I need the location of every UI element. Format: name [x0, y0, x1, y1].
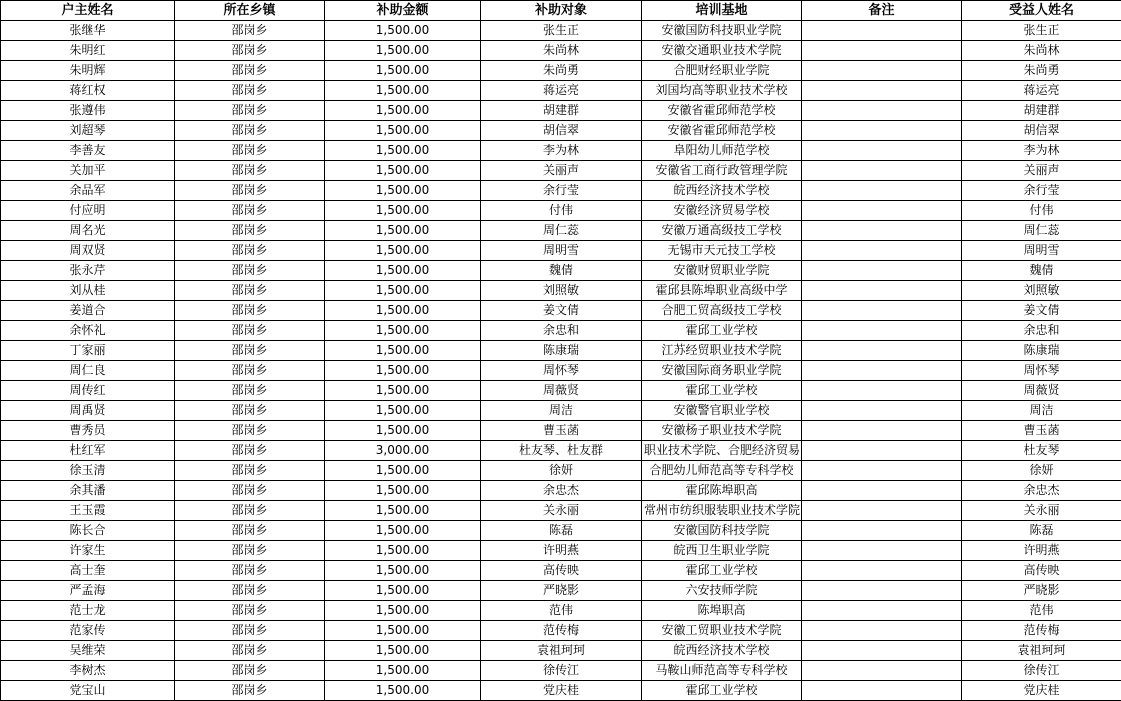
col-header-training-base[interactable]: 培训基地	[642, 1, 802, 21]
table-row	[1, 61, 1121, 81]
remarks-cell[interactable]	[802, 61, 962, 81]
township-cell[interactable]: 邵岗乡	[175, 501, 325, 521]
amount-cell[interactable]: 1,500.00	[325, 21, 481, 41]
remarks-cell[interactable]	[802, 661, 962, 681]
table-row	[1, 321, 1121, 341]
township-cell[interactable]: 邵岗乡	[175, 121, 325, 141]
recipient-cell[interactable]: 朱尚林	[481, 41, 642, 61]
amount-cell[interactable]: 1,500.00	[325, 641, 481, 661]
table-row	[1, 601, 1121, 621]
amount-cell[interactable]: 1,500.00	[325, 501, 481, 521]
remarks-cell[interactable]	[802, 601, 962, 621]
table-row	[1, 21, 1121, 41]
township-cell[interactable]: 邵岗乡	[175, 281, 325, 301]
township-cell[interactable]: 邵岗乡	[175, 481, 325, 501]
amount-cell[interactable]: 1,500.00	[325, 241, 481, 261]
training-base-cell[interactable]: 阜阳幼儿师范学校	[642, 141, 802, 161]
amount-cell[interactable]: 1,500.00	[325, 401, 481, 421]
beneficiary-cell[interactable]: 魏倩	[962, 261, 1121, 281]
remarks-cell[interactable]	[802, 341, 962, 361]
col-header-beneficiary[interactable]: 受益人姓名	[962, 1, 1121, 21]
beneficiary-cell[interactable]: 关丽声	[962, 161, 1121, 181]
beneficiary-cell[interactable]: 严晓影	[962, 581, 1121, 601]
remarks-cell[interactable]	[802, 301, 962, 321]
township-cell[interactable]: 邵岗乡	[175, 641, 325, 661]
recipient-cell[interactable]: 陈磊	[481, 521, 642, 541]
table-row	[1, 121, 1121, 141]
recipient-cell[interactable]: 蒋运亮	[481, 81, 642, 101]
col-header-township[interactable]: 所在乡镇	[175, 1, 325, 21]
remarks-cell[interactable]	[802, 521, 962, 541]
recipient-cell[interactable]: 余行莹	[481, 181, 642, 201]
household-name-cell[interactable]: 张遵伟	[1, 101, 175, 121]
remarks-cell[interactable]	[802, 221, 962, 241]
amount-cell[interactable]: 1,500.00	[325, 461, 481, 481]
beneficiary-cell[interactable]: 余忠和	[962, 321, 1121, 341]
township-cell[interactable]: 邵岗乡	[175, 541, 325, 561]
training-base-cell[interactable]: 安徽杨子职业技术学院	[642, 421, 802, 441]
beneficiary-cell[interactable]: 胡信翠	[962, 121, 1121, 141]
table-row	[1, 301, 1121, 321]
household-name-cell[interactable]: 周禹贤	[1, 401, 175, 421]
amount-cell[interactable]: 1,500.00	[325, 141, 481, 161]
township-cell[interactable]: 邵岗乡	[175, 521, 325, 541]
training-base-cell[interactable]: 安徽国防科技职业学院	[642, 21, 802, 41]
recipient-cell[interactable]: 付伟	[481, 201, 642, 221]
training-base-cell[interactable]: 霍邱工业学校	[642, 561, 802, 581]
recipient-cell[interactable]: 周明雪	[481, 241, 642, 261]
table-row	[1, 41, 1121, 61]
beneficiary-cell[interactable]: 曹玉菡	[962, 421, 1121, 441]
household-name-cell[interactable]: 周传红	[1, 381, 175, 401]
training-base-cell[interactable]: 安徽省霍邱师范学校	[642, 101, 802, 121]
beneficiary-cell[interactable]: 刘照敏	[962, 281, 1121, 301]
table-row	[1, 501, 1121, 521]
table-row	[1, 421, 1121, 441]
amount-cell[interactable]: 1,500.00	[325, 201, 481, 221]
col-header-amount[interactable]: 补助金额	[325, 1, 481, 21]
training-base-cell[interactable]: 常州市纺织服装职业技术学院	[642, 501, 802, 521]
beneficiary-cell[interactable]: 许明燕	[962, 541, 1121, 561]
amount-cell[interactable]: 1,500.00	[325, 381, 481, 401]
household-name-cell[interactable]: 丁家丽	[1, 341, 175, 361]
training-base-cell[interactable]: 霍邱工业学校	[642, 381, 802, 401]
training-base-cell[interactable]: 安徽万通高级技工学校	[642, 221, 802, 241]
table-row	[1, 161, 1121, 181]
amount-cell[interactable]: 1,500.00	[325, 301, 481, 321]
household-name-cell[interactable]: 陈长合	[1, 521, 175, 541]
recipient-cell[interactable]: 杜友琴、杜友群	[481, 441, 642, 461]
beneficiary-cell[interactable]: 周薇贤	[962, 381, 1121, 401]
beneficiary-cell[interactable]: 徐传江	[962, 661, 1121, 681]
training-base-cell[interactable]: 霍邱工业学校	[642, 681, 802, 701]
remarks-cell[interactable]	[802, 541, 962, 561]
remarks-cell[interactable]	[802, 321, 962, 341]
household-name-cell[interactable]: 李树杰	[1, 661, 175, 681]
beneficiary-cell[interactable]: 李为林	[962, 141, 1121, 161]
training-base-cell[interactable]: 安徽省霍邱师范学校	[642, 121, 802, 141]
beneficiary-cell[interactable]: 朱尚林	[962, 41, 1121, 61]
township-cell[interactable]: 邵岗乡	[175, 581, 325, 601]
township-cell[interactable]: 邵岗乡	[175, 41, 325, 61]
household-name-cell[interactable]: 吴维荣	[1, 641, 175, 661]
beneficiary-cell[interactable]: 杜友琴	[962, 441, 1121, 461]
township-cell[interactable]: 邵岗乡	[175, 301, 325, 321]
recipient-cell[interactable]: 袁祖珂珂	[481, 641, 642, 661]
beneficiary-cell[interactable]: 张生正	[962, 21, 1121, 41]
household-name-cell[interactable]: 刘从桂	[1, 281, 175, 301]
training-base-cell[interactable]: 安徽国防科技学院	[642, 521, 802, 541]
remarks-cell[interactable]	[802, 621, 962, 641]
household-name-cell[interactable]: 杜红军	[1, 441, 175, 461]
beneficiary-cell[interactable]: 余忠杰	[962, 481, 1121, 501]
beneficiary-cell[interactable]: 胡建群	[962, 101, 1121, 121]
table-row	[1, 441, 1121, 461]
amount-cell[interactable]: 1,500.00	[325, 61, 481, 81]
header-row	[1, 1, 1121, 21]
household-name-cell[interactable]: 付应明	[1, 201, 175, 221]
amount-cell[interactable]: 1,500.00	[325, 661, 481, 681]
township-cell[interactable]: 邵岗乡	[175, 601, 325, 621]
township-cell[interactable]: 邵岗乡	[175, 21, 325, 41]
training-base-cell[interactable]: 霍邱陈埠职高	[642, 481, 802, 501]
beneficiary-cell[interactable]: 姜文倩	[962, 301, 1121, 321]
amount-cell[interactable]: 1,500.00	[325, 581, 481, 601]
remarks-cell[interactable]	[802, 81, 962, 101]
recipient-cell[interactable]: 范伟	[481, 601, 642, 621]
training-base-cell[interactable]: 安徽经济贸易学校	[642, 201, 802, 221]
remarks-cell[interactable]	[802, 461, 962, 481]
amount-cell[interactable]: 1,500.00	[325, 321, 481, 341]
training-base-cell[interactable]: 安徽工贸职业技术学院	[642, 621, 802, 641]
amount-cell[interactable]: 1,500.00	[325, 81, 481, 101]
recipient-cell[interactable]: 周薇贤	[481, 381, 642, 401]
recipient-cell[interactable]: 余忠和	[481, 321, 642, 341]
township-cell[interactable]: 邵岗乡	[175, 401, 325, 421]
table-row	[1, 201, 1121, 221]
household-name-cell[interactable]: 朱明红	[1, 41, 175, 61]
beneficiary-cell[interactable]: 党庆桂	[962, 681, 1121, 701]
recipient-cell[interactable]: 关永丽	[481, 501, 642, 521]
remarks-cell[interactable]	[802, 401, 962, 421]
household-name-cell[interactable]: 姜道合	[1, 301, 175, 321]
col-header-recipient[interactable]: 补助对象	[481, 1, 642, 21]
amount-cell[interactable]: 1,500.00	[325, 341, 481, 361]
training-base-cell[interactable]: 皖西经济技术学校	[642, 641, 802, 661]
recipient-cell[interactable]: 周洁	[481, 401, 642, 421]
township-cell[interactable]: 邵岗乡	[175, 161, 325, 181]
table-row	[1, 181, 1121, 201]
township-cell[interactable]: 邵岗乡	[175, 441, 325, 461]
recipient-cell[interactable]: 徐妍	[481, 461, 642, 481]
household-name-cell[interactable]: 徐玉清	[1, 461, 175, 481]
household-name-cell[interactable]: 曹秀员	[1, 421, 175, 441]
household-name-cell[interactable]: 王玉霞	[1, 501, 175, 521]
household-name-cell[interactable]: 关加平	[1, 161, 175, 181]
table-row	[1, 561, 1121, 581]
recipient-cell[interactable]: 胡建群	[481, 101, 642, 121]
township-cell[interactable]: 邵岗乡	[175, 81, 325, 101]
household-name-cell[interactable]: 张永芹	[1, 261, 175, 281]
township-cell[interactable]: 邵岗乡	[175, 261, 325, 281]
amount-cell[interactable]: 1,500.00	[325, 561, 481, 581]
training-base-cell[interactable]: 皖西经济技术学校	[642, 181, 802, 201]
household-name-cell[interactable]: 高士奎	[1, 561, 175, 581]
township-cell[interactable]: 邵岗乡	[175, 681, 325, 701]
township-cell[interactable]: 邵岗乡	[175, 321, 325, 341]
amount-cell[interactable]: 1,500.00	[325, 601, 481, 621]
remarks-cell[interactable]	[802, 141, 962, 161]
recipient-cell[interactable]: 姜文倩	[481, 301, 642, 321]
remarks-cell[interactable]	[802, 241, 962, 261]
table-row	[1, 141, 1121, 161]
training-base-cell[interactable]: 无锡市天元技工学校	[642, 241, 802, 261]
table-row	[1, 281, 1121, 301]
training-base-cell[interactable]: 合肥工贸高级技工学校	[642, 301, 802, 321]
table-row	[1, 461, 1121, 481]
household-name-cell[interactable]: 刘超琴	[1, 121, 175, 141]
amount-cell[interactable]: 1,500.00	[325, 481, 481, 501]
remarks-cell[interactable]	[802, 101, 962, 121]
recipient-cell[interactable]: 徐传江	[481, 661, 642, 681]
remarks-cell[interactable]	[802, 421, 962, 441]
household-name-cell[interactable]: 李善友	[1, 141, 175, 161]
recipient-cell[interactable]: 党庆桂	[481, 681, 642, 701]
amount-cell[interactable]: 1,500.00	[325, 361, 481, 381]
training-base-cell[interactable]: 霍邱县陈埠职业高级中学	[642, 281, 802, 301]
amount-cell[interactable]: 1,500.00	[325, 621, 481, 641]
table-row	[1, 541, 1121, 561]
table-row	[1, 381, 1121, 401]
township-cell[interactable]: 邵岗乡	[175, 101, 325, 121]
remarks-cell[interactable]	[802, 441, 962, 461]
training-base-cell[interactable]: 江苏经贸职业技术学院	[642, 341, 802, 361]
beneficiary-cell[interactable]: 余行莹	[962, 181, 1121, 201]
training-base-cell[interactable]: 陈埠职高	[642, 601, 802, 621]
township-cell[interactable]: 邵岗乡	[175, 621, 325, 641]
training-base-cell[interactable]: 霍邱工业学校	[642, 321, 802, 341]
remarks-cell[interactable]	[802, 501, 962, 521]
remarks-cell[interactable]	[802, 161, 962, 181]
recipient-cell[interactable]: 胡信翠	[481, 121, 642, 141]
remarks-cell[interactable]	[802, 121, 962, 141]
table-row	[1, 681, 1121, 701]
recipient-cell[interactable]: 高传映	[481, 561, 642, 581]
recipient-cell[interactable]: 李为林	[481, 141, 642, 161]
beneficiary-cell[interactable]: 陈康瑞	[962, 341, 1121, 361]
beneficiary-cell[interactable]: 范传梅	[962, 621, 1121, 641]
amount-cell[interactable]: 1,500.00	[325, 101, 481, 121]
beneficiary-cell[interactable]: 周明雪	[962, 241, 1121, 261]
col-header-remarks[interactable]: 备注	[802, 1, 962, 21]
training-base-cell[interactable]: 安徽财贸职业学院	[642, 261, 802, 281]
training-base-cell[interactable]: 皖西卫生职业学院	[642, 541, 802, 561]
township-cell[interactable]: 邵岗乡	[175, 421, 325, 441]
recipient-cell[interactable]: 周仁蕊	[481, 221, 642, 241]
township-cell[interactable]: 邵岗乡	[175, 61, 325, 81]
amount-cell[interactable]: 1,500.00	[325, 261, 481, 281]
training-base-cell[interactable]: 刘国均高等职业技术学校	[642, 81, 802, 101]
amount-cell[interactable]: 1,500.00	[325, 221, 481, 241]
training-base-cell[interactable]: 六安技师学院	[642, 581, 802, 601]
township-cell[interactable]: 邵岗乡	[175, 181, 325, 201]
household-name-cell[interactable]: 余品军	[1, 181, 175, 201]
household-name-cell[interactable]: 周双贤	[1, 241, 175, 261]
remarks-cell[interactable]	[802, 261, 962, 281]
beneficiary-cell[interactable]: 陈磊	[962, 521, 1121, 541]
table-row	[1, 101, 1121, 121]
table-row	[1, 401, 1121, 421]
township-cell[interactable]: 邵岗乡	[175, 341, 325, 361]
recipient-cell[interactable]: 周怀琴	[481, 361, 642, 381]
household-name-cell[interactable]: 张继华	[1, 21, 175, 41]
township-cell[interactable]: 邵岗乡	[175, 201, 325, 221]
amount-cell[interactable]: 1,500.00	[325, 281, 481, 301]
remarks-cell[interactable]	[802, 41, 962, 61]
remarks-cell[interactable]	[802, 581, 962, 601]
township-cell[interactable]: 邵岗乡	[175, 661, 325, 681]
amount-cell[interactable]: 1,500.00	[325, 521, 481, 541]
township-cell[interactable]: 邵岗乡	[175, 361, 325, 381]
table-row	[1, 261, 1121, 281]
table-row	[1, 241, 1121, 261]
township-cell[interactable]: 邵岗乡	[175, 381, 325, 401]
recipient-cell[interactable]: 曹玉菡	[481, 421, 642, 441]
township-cell[interactable]: 邵岗乡	[175, 241, 325, 261]
remarks-cell[interactable]	[802, 21, 962, 41]
household-name-cell[interactable]: 朱明辉	[1, 61, 175, 81]
table-row	[1, 221, 1121, 241]
township-cell[interactable]: 邵岗乡	[175, 561, 325, 581]
household-name-cell[interactable]: 余其潘	[1, 481, 175, 501]
household-name-cell[interactable]: 范家传	[1, 621, 175, 641]
remarks-cell[interactable]	[802, 201, 962, 221]
recipient-cell[interactable]: 陈康瑞	[481, 341, 642, 361]
beneficiary-cell[interactable]: 朱尚勇	[962, 61, 1121, 81]
beneficiary-cell[interactable]: 周仁蕊	[962, 221, 1121, 241]
amount-cell[interactable]: 3,000.00	[325, 441, 481, 461]
amount-cell[interactable]: 1,500.00	[325, 161, 481, 181]
training-base-cell[interactable]: 安徽警官职业学校	[642, 401, 802, 421]
remarks-cell[interactable]	[802, 361, 962, 381]
beneficiary-cell[interactable]: 蒋运亮	[962, 81, 1121, 101]
table-row	[1, 341, 1121, 361]
township-cell[interactable]: 邵岗乡	[175, 461, 325, 481]
recipient-cell[interactable]: 严晓影	[481, 581, 642, 601]
household-name-cell[interactable]: 余怀礼	[1, 321, 175, 341]
table-row	[1, 81, 1121, 101]
household-name-cell[interactable]: 许家生	[1, 541, 175, 561]
training-base-cell[interactable]: 马鞍山师范高等专科学校	[642, 661, 802, 681]
recipient-cell[interactable]: 余忠杰	[481, 481, 642, 501]
household-name-cell[interactable]: 党宝山	[1, 681, 175, 701]
recipient-cell[interactable]: 刘照敏	[481, 281, 642, 301]
col-header-household-name[interactable]: 户主姓名	[1, 1, 175, 21]
remarks-cell[interactable]	[802, 181, 962, 201]
table-row	[1, 481, 1121, 501]
amount-cell[interactable]: 1,500.00	[325, 681, 481, 701]
recipient-cell[interactable]: 关丽声	[481, 161, 642, 181]
beneficiary-cell[interactable]: 关永丽	[962, 501, 1121, 521]
beneficiary-cell[interactable]: 范伟	[962, 601, 1121, 621]
recipient-cell[interactable]: 范传梅	[481, 621, 642, 641]
table-body	[1, 21, 1121, 701]
recipient-cell[interactable]: 魏倩	[481, 261, 642, 281]
table-row	[1, 661, 1121, 681]
table-row	[1, 621, 1121, 641]
remarks-cell[interactable]	[802, 481, 962, 501]
beneficiary-cell[interactable]: 周洁	[962, 401, 1121, 421]
township-cell[interactable]: 邵岗乡	[175, 141, 325, 161]
household-name-cell[interactable]: 周仁良	[1, 361, 175, 381]
amount-cell[interactable]: 1,500.00	[325, 421, 481, 441]
table-row	[1, 581, 1121, 601]
household-name-cell[interactable]: 周名光	[1, 221, 175, 241]
remarks-cell[interactable]	[802, 281, 962, 301]
amount-cell[interactable]: 1,500.00	[325, 181, 481, 201]
training-base-cell[interactable]: 安徽国际商务职业学院	[642, 361, 802, 381]
beneficiary-cell[interactable]: 高传映	[962, 561, 1121, 581]
beneficiary-cell[interactable]: 徐妍	[962, 461, 1121, 481]
remarks-cell[interactable]	[802, 641, 962, 661]
amount-cell[interactable]: 1,500.00	[325, 541, 481, 561]
training-base-cell[interactable]: 合肥幼儿师范高等专科学校	[642, 461, 802, 481]
beneficiary-cell[interactable]: 付伟	[962, 201, 1121, 221]
household-name-cell[interactable]: 蒋红权	[1, 81, 175, 101]
table-row	[1, 521, 1121, 541]
amount-cell[interactable]: 1,500.00	[325, 121, 481, 141]
table-row	[1, 361, 1121, 381]
beneficiary-cell[interactable]: 袁祖珂珂	[962, 641, 1121, 661]
training-base-cell[interactable]: 安徽省工商行政管理学院	[642, 161, 802, 181]
recipient-cell[interactable]: 朱尚勇	[481, 61, 642, 81]
training-base-cell[interactable]: 合肥财经职业学院	[642, 61, 802, 81]
beneficiary-cell[interactable]: 周怀琴	[962, 361, 1121, 381]
township-cell[interactable]: 邵岗乡	[175, 221, 325, 241]
remarks-cell[interactable]	[802, 381, 962, 401]
household-name-cell[interactable]: 严孟海	[1, 581, 175, 601]
recipient-cell[interactable]: 许明燕	[481, 541, 642, 561]
remarks-cell[interactable]	[802, 561, 962, 581]
amount-cell[interactable]: 1,500.00	[325, 41, 481, 61]
remarks-cell[interactable]	[802, 681, 962, 701]
recipient-cell[interactable]: 张生正	[481, 21, 642, 41]
training-base-cell[interactable]: 职业技术学院、合肥经济贸易	[642, 441, 802, 461]
training-base-cell[interactable]: 安徽交通职业技术学院	[642, 41, 802, 61]
household-name-cell[interactable]: 范士龙	[1, 601, 175, 621]
table-row	[1, 641, 1121, 661]
